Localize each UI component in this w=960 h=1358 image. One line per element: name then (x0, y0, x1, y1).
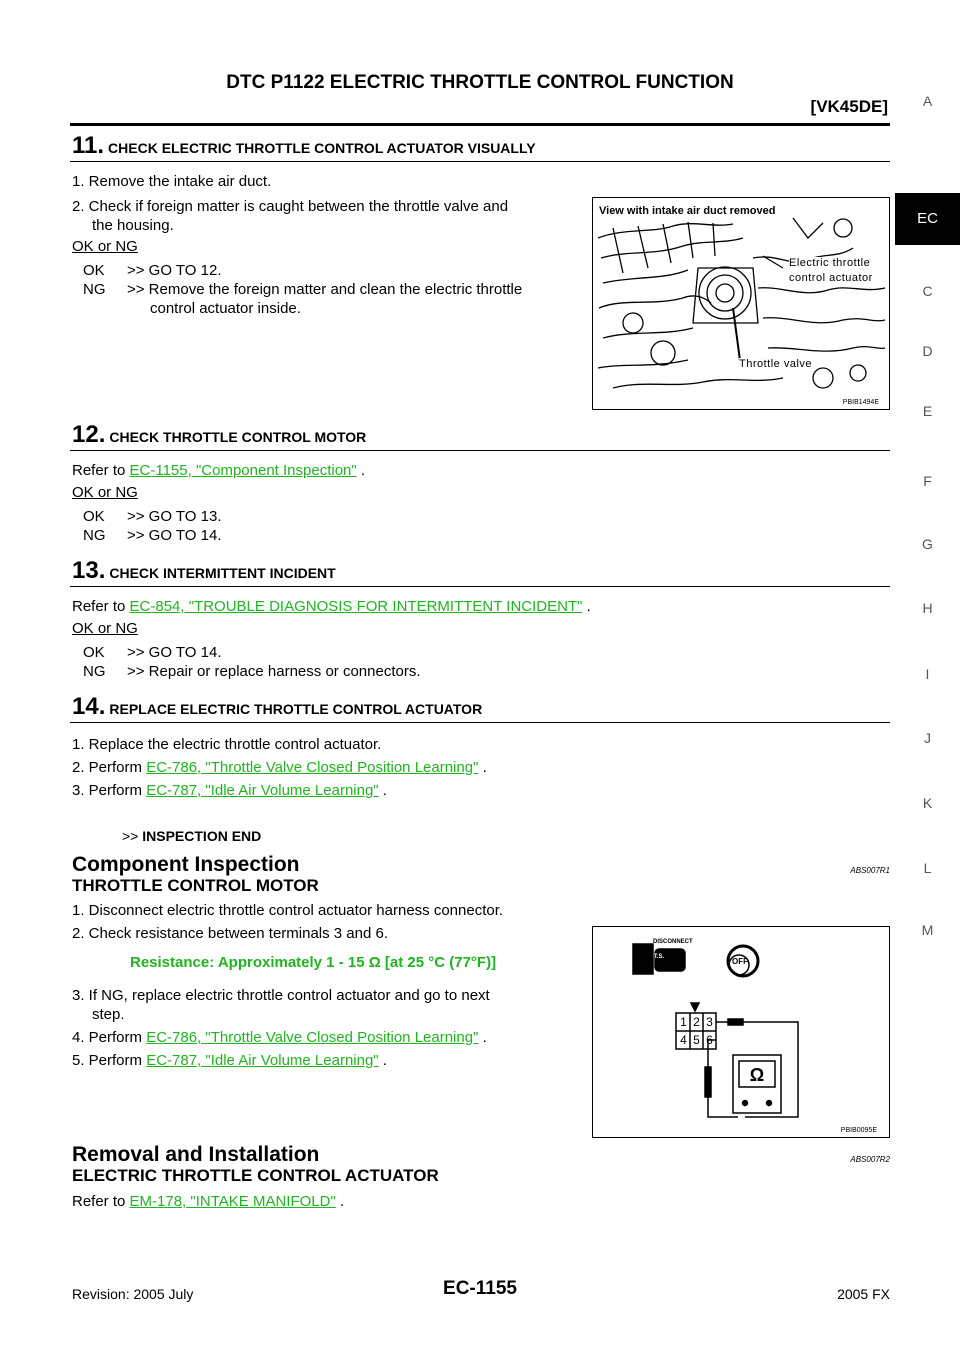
section-code: ABS007R1 (850, 866, 890, 875)
side-tab-g[interactable]: G (922, 536, 933, 552)
section-title: Component Inspection (72, 853, 300, 876)
figure-label: Electric throttle (789, 257, 871, 269)
refer-line: Refer to EM-178, "INTAKE MANIFOLD" . (72, 1193, 345, 1210)
step-rule (70, 722, 890, 723)
terminal-label: 4 (680, 1033, 687, 1047)
step-number: 14. (72, 693, 106, 720)
figure-label: Throttle valve (739, 358, 813, 370)
step-13-heading (72, 557, 336, 585)
terminal-label: 6 (706, 1033, 713, 1047)
step-item: 1. Remove the intake air duct. (72, 173, 272, 190)
step-item: 4. Perform EC-786, "Throttle Valve Closed Position Learning" . (72, 1029, 487, 1046)
step-title: CHECK THROTTLE CONTROL MOTOR (109, 429, 367, 445)
section-code: ABS007R2 (850, 1155, 890, 1164)
side-tab-l[interactable]: L (923, 860, 932, 876)
refer-line: Refer to EC-854, "TROUBLE DIAGNOSIS FOR INTERMITTENT INCIDENT" . (72, 598, 591, 615)
side-tab-m[interactable]: M (921, 922, 934, 938)
section-title: Removal and Installation (72, 1143, 320, 1166)
step-rule (70, 450, 890, 451)
figure-label: control actuator (789, 272, 873, 284)
ok-row: OK >> GO TO 12. (83, 262, 222, 279)
page-title: DTC P1122 ELECTRIC THROTTLE CONTROL FUNCTION (226, 72, 734, 93)
step-number: 13. (72, 557, 106, 584)
side-tab-a[interactable]: A (922, 93, 933, 109)
figure-caption: View with intake air duct removed (599, 205, 776, 217)
disconnect-label: DISCONNECT (653, 939, 693, 945)
inspection-end: >> INSPECTION END (122, 828, 262, 844)
terminal-label: 5 (693, 1033, 700, 1047)
ok-row: OK >> GO TO 14. (83, 644, 222, 661)
figure-code: PBIB1494E (842, 399, 879, 406)
terminal-label: 2 (693, 1015, 700, 1029)
ohm-symbol: Ω (749, 1065, 765, 1085)
step-item-cont: step. (92, 1006, 125, 1023)
step-item-cont: the housing. (92, 217, 174, 234)
step-title: CHECK ELECTRIC THROTTLE CONTROL ACTUATOR VISUALLY (108, 140, 536, 156)
ng-row: NG >> Remove the foreign matter and clean the electric throttle (83, 281, 523, 298)
reference-link[interactable]: EC-854, "TROUBLE DIAGNOSIS FOR INTERMITTENT INCIDENT" (129, 598, 583, 615)
step-item: 2. Perform EC-786, "Throttle Valve Closed Position Learning" . (72, 759, 487, 776)
section-subtitle: ELECTRIC THROTTLE CONTROL ACTUATOR (72, 1166, 439, 1185)
side-tab-k[interactable]: K (922, 795, 933, 811)
step-item: 2. Check if foreign matter is caught between the throttle valve and (72, 198, 509, 215)
step-item: 5. Perform EC-787, "Idle Air Volume Learning" . (72, 1052, 387, 1069)
side-tab-i[interactable]: I (925, 666, 930, 682)
side-tab-h[interactable]: H (922, 600, 933, 616)
terminal-label: 1 (680, 1015, 687, 1029)
ignition-off-label: OFF (732, 957, 748, 966)
step-item: 1. Disconnect electric throttle control actuator harness connector. (72, 902, 504, 919)
ok-or-ng-label: OK or NG (72, 620, 138, 637)
step-item: 2. Check resistance between terminals 3 and 6. (72, 925, 389, 942)
ok-or-ng-label: OK or NG (72, 238, 138, 255)
side-tab-e[interactable]: E (922, 403, 933, 419)
step-title: CHECK INTERMITTENT INCIDENT (109, 565, 336, 581)
side-tab-f[interactable]: F (923, 473, 932, 489)
header-rule (70, 123, 890, 126)
ng-row-cont: control actuator inside. (150, 300, 301, 317)
side-tab-index (895, 80, 960, 980)
step-number: 12. (72, 421, 106, 448)
reference-link[interactable]: EC-1155, "Component Inspection" (129, 462, 357, 479)
side-tab-c[interactable]: C (922, 283, 933, 299)
reference-link[interactable]: EC-786, "Throttle Valve Closed Position Learning" (146, 759, 479, 776)
side-tab-d[interactable]: D (922, 343, 933, 359)
reference-link[interactable]: EM-178, "INTAKE MANIFOLD" (129, 1193, 336, 1210)
reference-link[interactable]: EC-786, "Throttle Valve Closed Position Learning" (146, 1029, 479, 1046)
footer-revision: Revision: 2005 July (72, 1286, 194, 1302)
section-subtitle: THROTTLE CONTROL MOTOR (72, 876, 319, 895)
reference-link[interactable]: EC-787, "Idle Air Volume Learning" (146, 782, 379, 799)
terminal-label: 3 (706, 1015, 713, 1029)
step-11-heading (72, 132, 536, 160)
step-14-heading (72, 693, 482, 721)
ok-or-ng-label: OK or NG (72, 484, 138, 501)
step-rule (70, 586, 890, 587)
resistance-check-figure (592, 926, 890, 1138)
step-item: 1. Replace the electric throttle control actuator. (72, 736, 382, 753)
footer-page-number: EC-1155 (443, 1278, 517, 1299)
engine-illustration (593, 198, 889, 409)
ng-row: NG >> GO TO 14. (83, 527, 222, 544)
ts-label: T.S. (653, 954, 665, 960)
step-title: REPLACE ELECTRIC THROTTLE CONTROL ACTUATOR (109, 701, 483, 717)
throttle-valve-figure (592, 197, 890, 410)
step-item: 3. Perform EC-787, "Idle Air Volume Learning" . (72, 782, 387, 799)
step-12-heading (72, 421, 366, 449)
figure-code: PBIB0095E (840, 1127, 877, 1134)
side-tab-j[interactable]: J (924, 730, 931, 746)
ok-row: OK >> GO TO 13. (83, 508, 222, 525)
reference-link[interactable]: EC-787, "Idle Air Volume Learning" (146, 1052, 379, 1069)
side-tab-ec[interactable]: EC (895, 193, 960, 245)
resistance-spec: Resistance: Approximately 1 - 15 Ω [at 25 °C (77°F)] (130, 954, 497, 971)
footer-model: 2005 FX (837, 1286, 890, 1302)
step-number: 11. (72, 132, 105, 159)
refer-line: Refer to EC-1155, "Component Inspection" . (72, 462, 366, 479)
step-item: 3. If NG, replace electric throttle control actuator and go to next (72, 987, 490, 1004)
page-subtitle: [VK45DE] (810, 97, 888, 116)
step-rule (70, 161, 890, 162)
ng-row: NG >> Repair or replace harness or connectors. (83, 663, 421, 680)
